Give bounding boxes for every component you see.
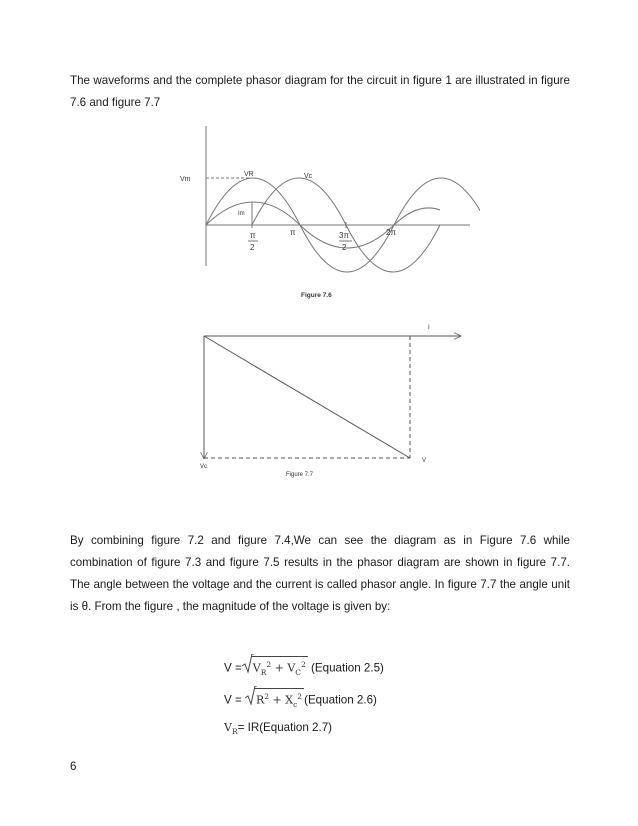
eq3-lhs: $V_R$	[224, 721, 238, 737]
sqrt-symbol: $V_R^2 + V_C^2$	[242, 656, 308, 681]
equation-2-7	[224, 720, 332, 740]
equation-2-5	[224, 656, 384, 681]
vc-label: Vc	[304, 173, 313, 180]
pi-2-numerator: π	[250, 231, 256, 240]
vr-label: VR	[244, 171, 254, 178]
figure-7-7-phasor	[192, 320, 472, 484]
i-label: I	[428, 325, 430, 331]
pi-2-denominator: 2	[250, 243, 255, 252]
intro-paragraph: The waveforms and the complete phasor diagram for the circuit in figure 1 are illustrated in figure 7.6 and figure 7.7	[70, 74, 570, 109]
three-pi-2-denominator: 2	[342, 243, 347, 252]
page-number: 6	[70, 760, 77, 773]
figure-7-6-caption: Figure 7.6	[301, 292, 332, 299]
three-pi-2-numerator: 3π	[339, 231, 349, 240]
v-label: V	[422, 458, 427, 464]
two-pi-label: 2π	[386, 228, 396, 237]
eq2-label: (Equation 2.6)	[304, 693, 377, 707]
equation-2-6	[224, 688, 377, 713]
body-paragraph: By combining figure 7.2 and figure 7.4,We can see the diagram as in Figure 7.6 while combination of figure 7.3 and figure 7.5 results in the phasor diagram are shown in figure 7.7. The angle between the voltage and the current is called phasor angle. In figure 7.7 the angle unit is θ. From the figure , the magnitude of the voltage is given by:	[70, 534, 570, 613]
vc-label-77: Vc	[200, 464, 208, 470]
figure-7-7-caption: Figure 7.7	[286, 472, 314, 478]
eq1-label: (Equation 2.5)	[307, 661, 384, 675]
im-label: Im	[238, 211, 245, 217]
pi-label: π	[290, 228, 296, 237]
v-resultant-phasor	[204, 336, 410, 458]
eq3-rhs: = IR(Equation 2.7)	[237, 721, 333, 734]
vm-label: Vm	[180, 176, 191, 183]
eq1-lhs: V =	[224, 661, 242, 675]
eq2-lhs: V =	[224, 693, 245, 707]
sqrt-symbol: $R^2 + X_c^2$	[245, 688, 304, 713]
figure-7-6-waveforms	[170, 126, 480, 306]
